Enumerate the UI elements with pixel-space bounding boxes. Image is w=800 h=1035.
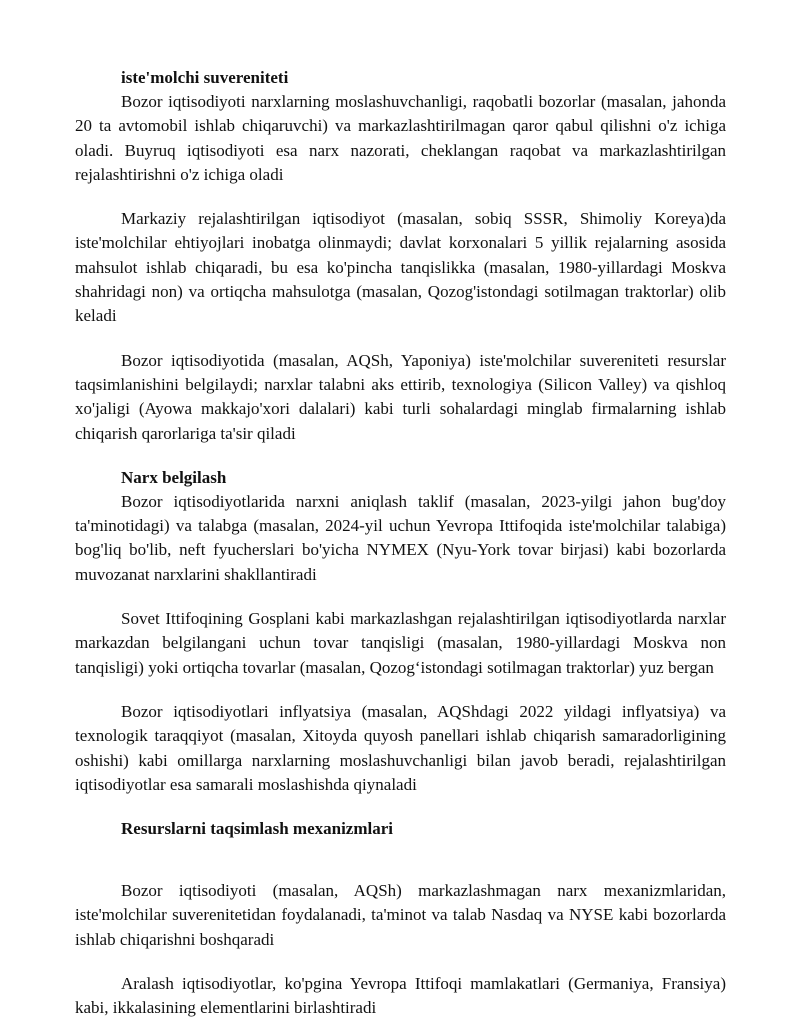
section-heading-consumer-sovereignty: iste'molchi suvereniteti — [121, 68, 289, 87]
section-heading-resource-allocation: Resurslarni taqsimlash mexanizmlari — [121, 819, 393, 839]
paragraph: Bozor iqtisodiyoti (masalan, AQSh) markazlashmagan narx mexanizmlaridan, iste'molchilar suverenitetidan foydalanadi, ta'minot va talab Nasdaq va NYSE kabi bozorlarda ishlab chiqarishni boshqaradi — [75, 881, 726, 949]
paragraph: Aralash iqtisodiyotlar, ko'pgina Yevropa Ittifoqi mamlakatlari (Germaniya, Fransiya) kabi, ikkalasining elementlarini birlashtiradi — [75, 974, 726, 1018]
paragraph: Bozor iqtisodiyotlarida narxni aniqlash taklif (masalan, 2023-yilgi jahon bug'doy ta'minotidagi) va talabga (masalan, 2024-yil uchun Yevropa Ittifoqida iste'molchilar talabiga) bog'liq bo'lib, neft fyucherslari bo'yicha NYMEX (Nyu-York tovar birjasi) kabi bozorlarda muvozanat narxlarini shakllantiradi — [75, 491, 726, 584]
document-page — [75, 66, 726, 1021]
paragraph: Markaziy rejalashtirilgan iqtisodiyot (masalan, sobiq SSSR, Shimoliy Koreya)da iste'molchilar ehtiyojlari inobatga olinmaydi; davlat korxonalari 5 yillik rejalarning asosida mahsulot ishlab chiqaradi, bu esa ko'pincha tanqislikka (masalan, 1980-yillardagi Moskva shahridagi non) va ortiqcha mahsulotga (masalan, Qozog'istondagi sotilmagan traktorlar) olib keladi — [75, 209, 726, 326]
section-heading-pricing: Narx belgilash — [121, 467, 227, 487]
paragraph: Bozor iqtisodiyoti narxlarning moslashuvchanligi, raqobatli bozorlar (masalan, jahonda 20 ta avtomobil ishlab chiqaruvchi) va markazlashtirilmagan qaror qabul qilishni o'z ichiga oladi. Buyruq iqtisodiyoti esa narx nazorati, cheklangan raqobat va markazlashtirilgan rejalashtirishni o'z ichiga oladi — [75, 92, 726, 184]
paragraph: Sovet Ittifoqining Gosplani kabi markazlashgan rejalashtirilgan iqtisodiyotlarda narxlar markazdan belgilangani uchun tovar tanqisligi (masalan, 1980-yillardagi Moskva non tanqisligi) yoki ortiqcha tovarlar (masalan, Qozog‘istondagi sotilmagan traktorlar) yuz bergan — [75, 609, 726, 677]
paragraph: Bozor iqtisodiyotida (masalan, AQSh, Yaponiya) iste'molchilar suvereniteti resurslar taqsimlanishini belgilaydi; narxlar talabni aks ettirib, texnologiya (Silicon Valley) va qishloq xo'jaligi (Ayowa makkajo'xori dalalari) kabi turli sohalardagi minglab firmalarning ishlab chiqarish qarorlariga ta'sir qiladi — [75, 350, 726, 443]
paragraph: Bozor iqtisodiyotlari inflyatsiya (masalan, AQShdagi 2022 yildagi inflyatsiya) va texnologik taraqqiyot (masalan, Xitoyda quyosh panellari ishlab chiqarish samaradorligining oshishi) kabi omillarga narxlarning moslashuvchanligi bilan javob beradi, rejalashtirilgan iqtisodiyotlar esa samarali moslashishda qiynaladi — [75, 701, 726, 794]
